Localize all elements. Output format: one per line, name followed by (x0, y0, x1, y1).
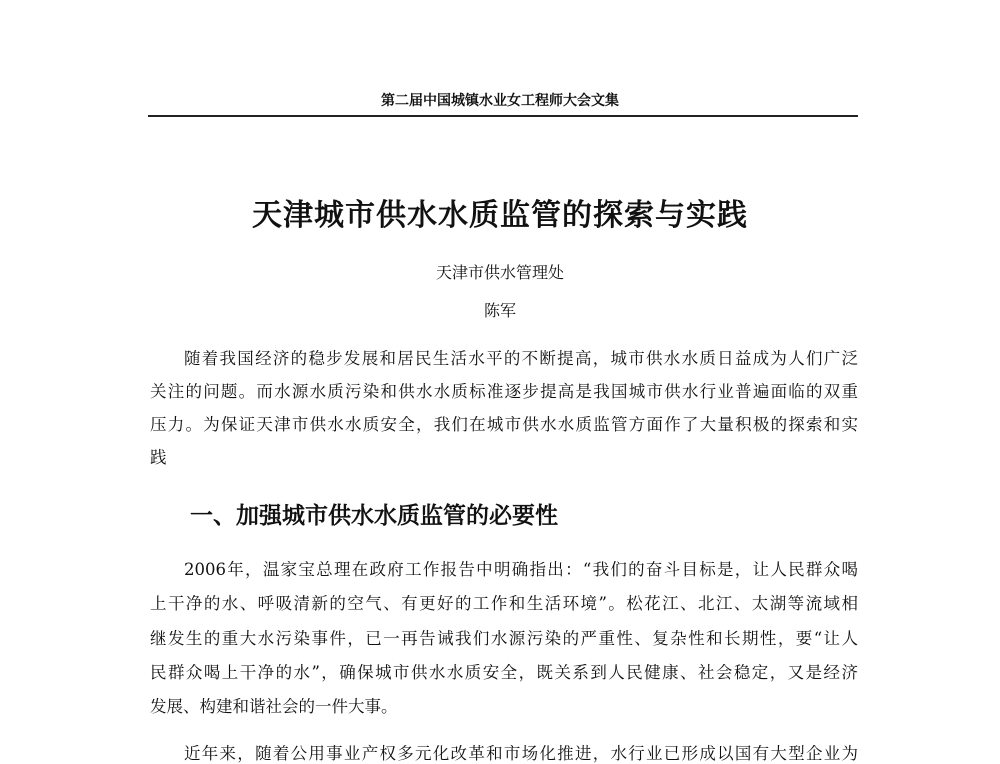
intro-line: 随着我国经济的稳步发展和居民生活水平的不断提高，城市供水水质日益成为人们广泛 (184, 349, 858, 368)
para1-line: 2006年，温家宝总理在政府工作报告中明确指出：“我们的奋斗目标是，让人民群众喝 (184, 560, 858, 579)
running-header: 第二届中国城镇水业女工程师大会文集 (381, 93, 619, 109)
para1-line: 发展、构建和谐社会的一件大事。 (150, 697, 398, 716)
para1-line: 民群众喝上干净的水”，确保城市供水水质安全，既关系到人民健康、社会稳定，又是经济 (150, 663, 858, 682)
para2-line: 近年来，随着公用事业产权多元化改革和市场化推进，水行业已形成以国有大型企业为 (184, 744, 858, 763)
para1-line: 上干净的水、呼吸清新的空气、有更好的工作和生活环境”。松花江、北江、太湖等流域相 (150, 594, 858, 613)
header-rule (148, 115, 858, 117)
affiliation: 天津市供水管理处 (435, 263, 564, 282)
article-title: 天津城市供水水质监管的探索与实践 (252, 198, 748, 233)
intro-line: 践 (150, 448, 167, 467)
intro-line: 压力。为保证天津市供水水质安全，我们在城市供水水质监管方面作了大量积极的探索和实 (150, 415, 858, 434)
author: 陈军 (483, 301, 516, 320)
section-heading: 一、加强城市供水水质监管的必要性 (190, 502, 558, 529)
para1-line: 继发生的重大水污染事件，已一再告诫我们水源污染的严重性、复杂性和长期性，要“让人 (150, 629, 858, 648)
intro-line: 关注的问题。而水源水质污染和供水水质标准逐步提高是我国城市供水行业普遍面临的双重 (150, 382, 858, 401)
